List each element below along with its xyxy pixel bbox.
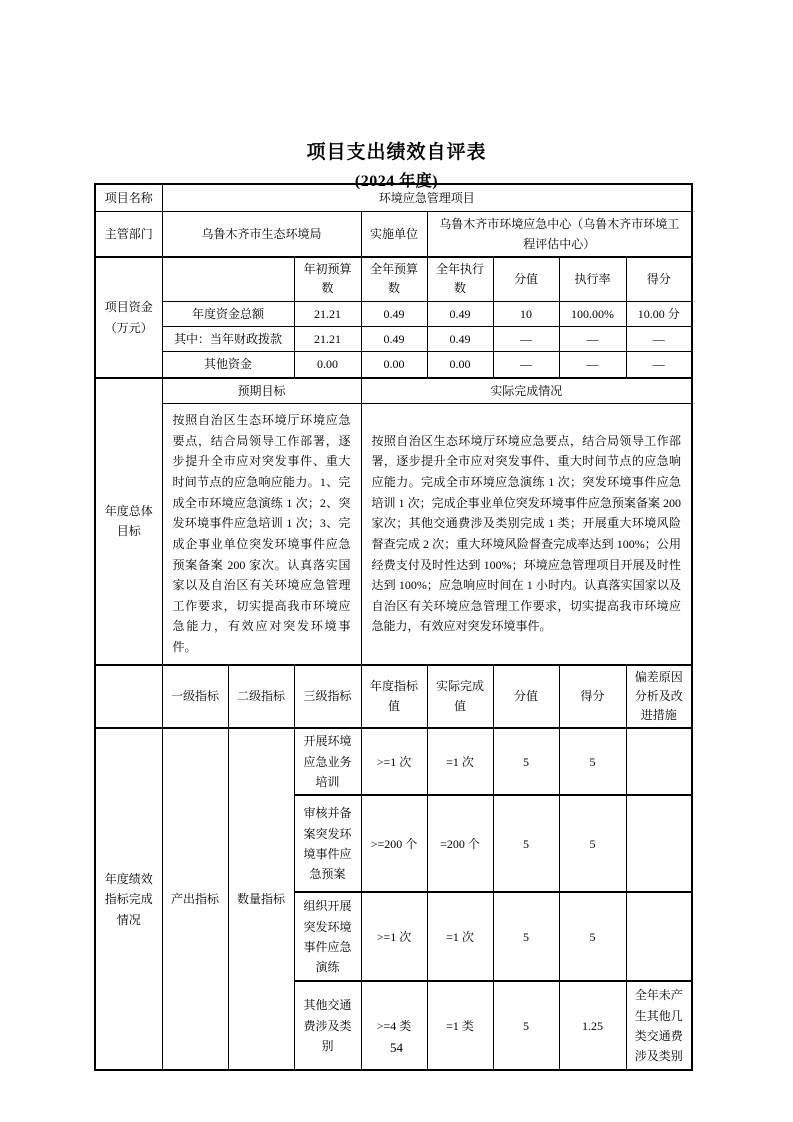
- indicator-header-level2: 二级指标: [228, 665, 294, 729]
- indicator-header-score-value: 分值: [493, 665, 559, 729]
- indicator-target: >=4 类: [361, 981, 427, 1070]
- indicator-header-deviation: 偏差原因分析及改进措施: [626, 665, 692, 729]
- funds-other-label: 其他资金: [162, 352, 294, 378]
- goal-actual-header: 实际完成情况: [361, 378, 692, 404]
- indicator-header-row: [95, 665, 692, 729]
- indicator-deviation: [626, 728, 692, 795]
- funds-fiscal-rate: —: [559, 327, 626, 352]
- funds-total-initial: 21.21: [294, 301, 361, 326]
- indicator-actual: =1 次: [427, 728, 493, 795]
- indicator-header-target: 年度指标值: [361, 665, 427, 729]
- project-name-value: 环境应急管理项目: [162, 184, 692, 211]
- indicator-section-label: 年度绩效指标完成情况: [95, 728, 162, 1070]
- funds-row-total: [95, 301, 692, 326]
- goal-expected-header: 预期目标: [162, 378, 361, 404]
- funds-header-initial-budget: 年初预算数: [294, 257, 361, 301]
- indicator-score-value: 5: [493, 795, 559, 892]
- indicator-header-level3: 三级指标: [294, 665, 361, 729]
- department-value: 乌鲁木齐市生态环境局: [162, 211, 361, 257]
- funds-total-score-value: 10: [493, 301, 559, 326]
- funds-header-score-value: 分值: [493, 257, 559, 301]
- funds-other-initial: 0.00: [294, 352, 361, 378]
- indicator-name: 组织开展突发环境事件应急演练: [294, 892, 361, 981]
- implement-unit-value: 乌鲁木齐市环境应急中心（乌鲁木齐市环境工程评估中心）: [427, 211, 692, 257]
- indicator-name: 其他交通费涉及类别: [294, 981, 361, 1070]
- indicator-score: 5: [559, 795, 626, 892]
- indicator-level1-value: 产出指标: [162, 728, 228, 1070]
- indicator-actual: =200 个: [427, 795, 493, 892]
- funds-other-rate: —: [559, 352, 626, 378]
- funds-row-fiscal: [95, 327, 692, 352]
- project-name-label: 项目名称: [95, 184, 162, 211]
- funds-header-execution-rate: 执行率: [559, 257, 626, 301]
- funds-total-budget: 0.49: [361, 301, 427, 326]
- funds-header-annual-budget: 全年预算数: [361, 257, 427, 301]
- page-title: 项目支出绩效自评表: [306, 142, 487, 163]
- funds-row-label: 项目资金（万元）: [95, 257, 162, 378]
- indicator-corner-cell: [95, 665, 162, 729]
- indicator-score: 5: [559, 728, 626, 795]
- indicator-header-score: 得分: [559, 665, 626, 729]
- indicator-target: >=1 次: [361, 892, 427, 981]
- indicator-target: >=1 次: [361, 728, 427, 795]
- indicator-score: 5: [559, 892, 626, 981]
- indicator-actual: =1 类: [427, 981, 493, 1070]
- indicator-score-value: 5: [493, 728, 559, 795]
- funds-total-score: 10.00 分: [626, 301, 692, 326]
- goal-actual-text: 按照自治区生态环境厅环境应急要点，结合局领导工作部署，逐步提升全市应对突发事件、重大时间节点的应急响应能力。完成全市环境应急演练 1 次；突发环境事件应急培训 1 次；完成企事业单位突发环境事件应急预案备案 200 家次；其他交通费涉及类别完成 1 类；开展重大环境风险督查完成 2 次；重大环境风险督查完成率达到 100%；公用经费支付及时性达到 100%；环境应急管理项目开展及时性达到 100%；应急响应时间在 1 小时内。认真落实国家以及自治区有关环境应急管理工作要求，切实提高我市环境应急能力，有效应对突发环境事件。: [361, 404, 692, 665]
- indicator-name: 开展环境应急业务培训: [294, 728, 361, 795]
- department-label: 主管部门: [95, 211, 162, 257]
- indicator-name: 审核并备案突发环境事件应急预案: [294, 795, 361, 892]
- funds-total-label: 年度资金总额: [162, 301, 294, 326]
- indicator-actual: =1 次: [427, 892, 493, 981]
- funds-other-budget: 0.00: [361, 352, 427, 378]
- indicator-level2-value: 数量指标: [228, 728, 294, 1070]
- table-row: [95, 211, 692, 257]
- funds-fiscal-budget: 0.49: [361, 327, 427, 352]
- funds-header-annual-execution: 全年执行数: [427, 257, 493, 301]
- indicator-row-training: [95, 728, 692, 795]
- funds-fiscal-execution: 0.49: [427, 327, 493, 352]
- goal-header-row: [95, 378, 692, 404]
- self-evaluation-table: [94, 183, 693, 1071]
- goal-expected-text: 按照自治区生态环境厅环境应急要点，结合局领导工作部署，逐步提升全市应对突发事件、重大时间节点的应急响应能力。1、完成全市环境应急演练 1 次；2、突发环境事件应急培训 1 次；3、完成企事业单位突发环境事件应急预案备案 200 家次。认真落实国家以及自治区有关环境应急管理工作要求，切实提高我市环境应急能力，有效应对突发环境事件。: [162, 404, 361, 665]
- funds-total-execution: 0.49: [427, 301, 493, 326]
- funds-row-other: [95, 352, 692, 378]
- funds-fiscal-score: —: [626, 327, 692, 352]
- goal-row-label: 年度总体目标: [95, 378, 162, 665]
- indicator-deviation: [626, 892, 692, 981]
- funds-fiscal-initial: 21.21: [294, 327, 361, 352]
- table-row: [95, 184, 692, 211]
- funds-empty-cell: [162, 257, 294, 301]
- indicator-score-value: 5: [493, 981, 559, 1070]
- page-subtitle: (2024 年度): [354, 173, 439, 190]
- indicator-deviation: 全年未产生其他几类交通费涉及类别: [626, 981, 692, 1070]
- funds-total-rate: 100.00%: [559, 301, 626, 326]
- funds-other-score: —: [626, 352, 692, 378]
- funds-other-execution: 0.00: [427, 352, 493, 378]
- indicator-deviation: [626, 795, 692, 892]
- funds-header-score: 得分: [626, 257, 692, 301]
- implement-unit-label: 实施单位: [361, 211, 427, 257]
- indicator-header-level1: 一级指标: [162, 665, 228, 729]
- indicator-score: 1.25: [559, 981, 626, 1070]
- indicator-target: >=200 个: [361, 795, 427, 892]
- funds-fiscal-label: 其中：当年财政拨款: [162, 327, 294, 352]
- funds-fiscal-score-value: —: [493, 327, 559, 352]
- goal-body-row: [95, 404, 692, 665]
- indicator-header-actual: 实际完成值: [427, 665, 493, 729]
- funds-other-score-value: —: [493, 352, 559, 378]
- page-number: 54: [390, 1040, 403, 1055]
- funds-header-row: [95, 257, 692, 301]
- indicator-score-value: 5: [493, 892, 559, 981]
